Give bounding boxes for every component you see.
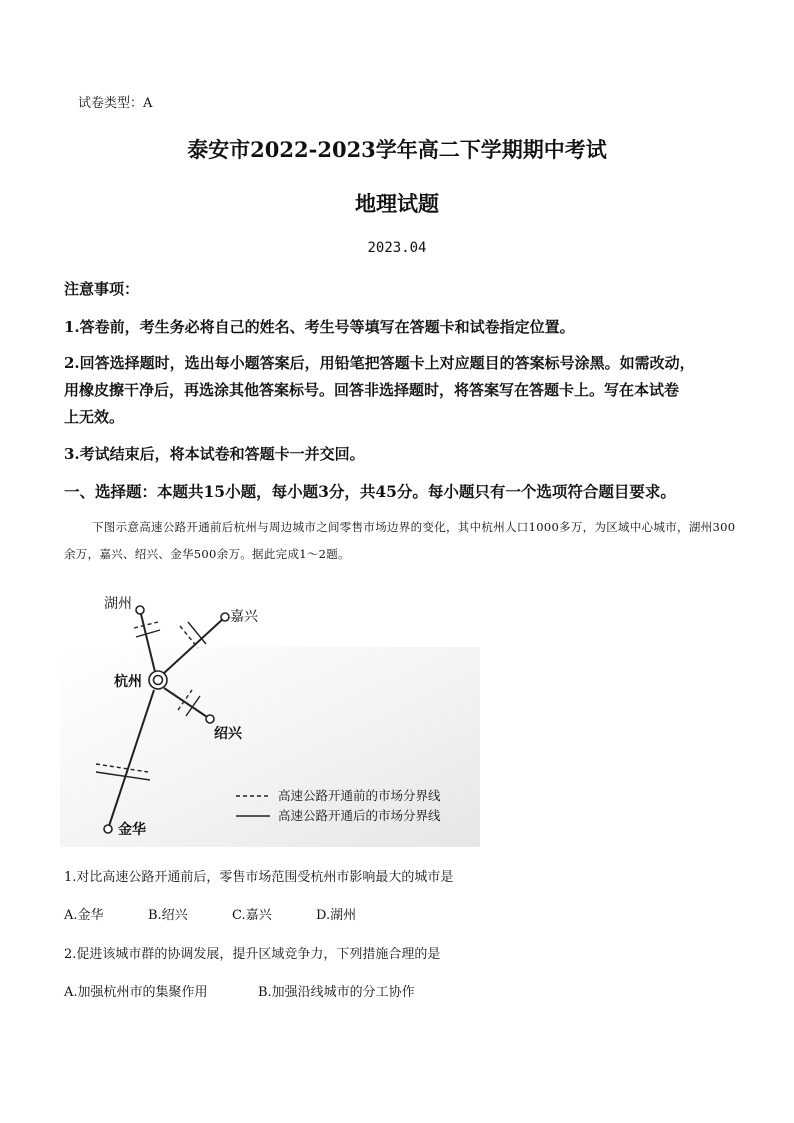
label-jiaxing: 嘉兴	[230, 609, 258, 625]
notice-heading: 注意事项：	[64, 280, 140, 298]
q1-option-a[interactable]: A.金华	[64, 908, 104, 923]
notice-item-2-line-1: 2.回答选择题时，选出每小题答案后，用铅笔把答题卡上对应题目的答案标号涂黑。如需改动，	[64, 354, 695, 372]
jinhua-marker	[104, 825, 112, 833]
new-boundary-huzhou	[136, 630, 160, 637]
label-hangzhou: 杭州	[114, 674, 142, 690]
notice-item-2-line-3: 上无效。	[64, 408, 125, 426]
old-boundary-huzhou	[134, 622, 158, 628]
notice-item-1: 1.答卷前，考生务必将自己的姓名、考生号等填写在答题卡和试卷指定位置。	[64, 318, 575, 336]
exam-date: 2023.04	[367, 240, 427, 256]
q1-option-d[interactable]: D.湖州	[316, 908, 357, 923]
notice-item-2-line-2: 用橡皮擦干净后，再选涂其他答案标号。回答非选择题时，将答案写在答题卡上。写在本试卷	[64, 381, 680, 399]
paper-type: 试卷类型：A	[78, 96, 153, 111]
question-1-options	[64, 904, 356, 923]
market-boundary-map	[60, 592, 480, 847]
question-1-stem: 1.对比高速公路开通前后，零售市场范围受杭州市影响最大的城市是	[64, 870, 454, 885]
subject-title: 地理试题	[355, 191, 439, 216]
label-jinhua: 金华	[118, 822, 146, 838]
new-boundary-jiaxing	[188, 622, 206, 644]
hangzhou-marker-inner	[154, 676, 163, 685]
q2-option-a[interactable]: A.加强杭州市的集聚作用	[64, 985, 208, 1000]
q1-option-c[interactable]: C.嘉兴	[232, 908, 272, 923]
legend-before-label: 高速公路开通前的市场分界线	[278, 788, 441, 803]
q1-option-b[interactable]: B.绍兴	[148, 908, 188, 923]
legend-after-label: 高速公路开通后的市场分界线	[278, 808, 441, 823]
question-intro: 下图示意高速公路开通前后杭州与周边城市之间零售市场边界的变化，其中杭州人口1000多万，为区域中心城市，湖州300余万，嘉兴、绍兴、金华500余万。据此完成1～2题。	[64, 520, 736, 561]
notice-item-3: 3.考试结束后，将本试卷和答题卡一并交回。	[64, 445, 365, 463]
jiaxing-marker	[221, 613, 229, 621]
label-shaoxing: 绍兴	[214, 726, 242, 742]
old-boundary-jiaxing	[180, 626, 198, 648]
label-huzhou: 湖州	[104, 596, 132, 612]
section-heading: 一、选择题：本题共15小题，每小题3分，共45分。每小题只有一个选项符合题目要求。	[64, 482, 676, 501]
q2-option-b[interactable]: B.加强沿线城市的分工协作	[258, 985, 415, 1000]
question-2-stem: 2.促进该城市群的协调发展，提升区域竞争力，下列措施合理的是	[64, 947, 441, 962]
question-2-options	[64, 981, 415, 1000]
huzhou-marker	[136, 606, 144, 614]
shaoxing-marker	[206, 715, 214, 723]
exam-title: 泰安市2022-2023学年高二下学期期中考试	[187, 137, 607, 162]
